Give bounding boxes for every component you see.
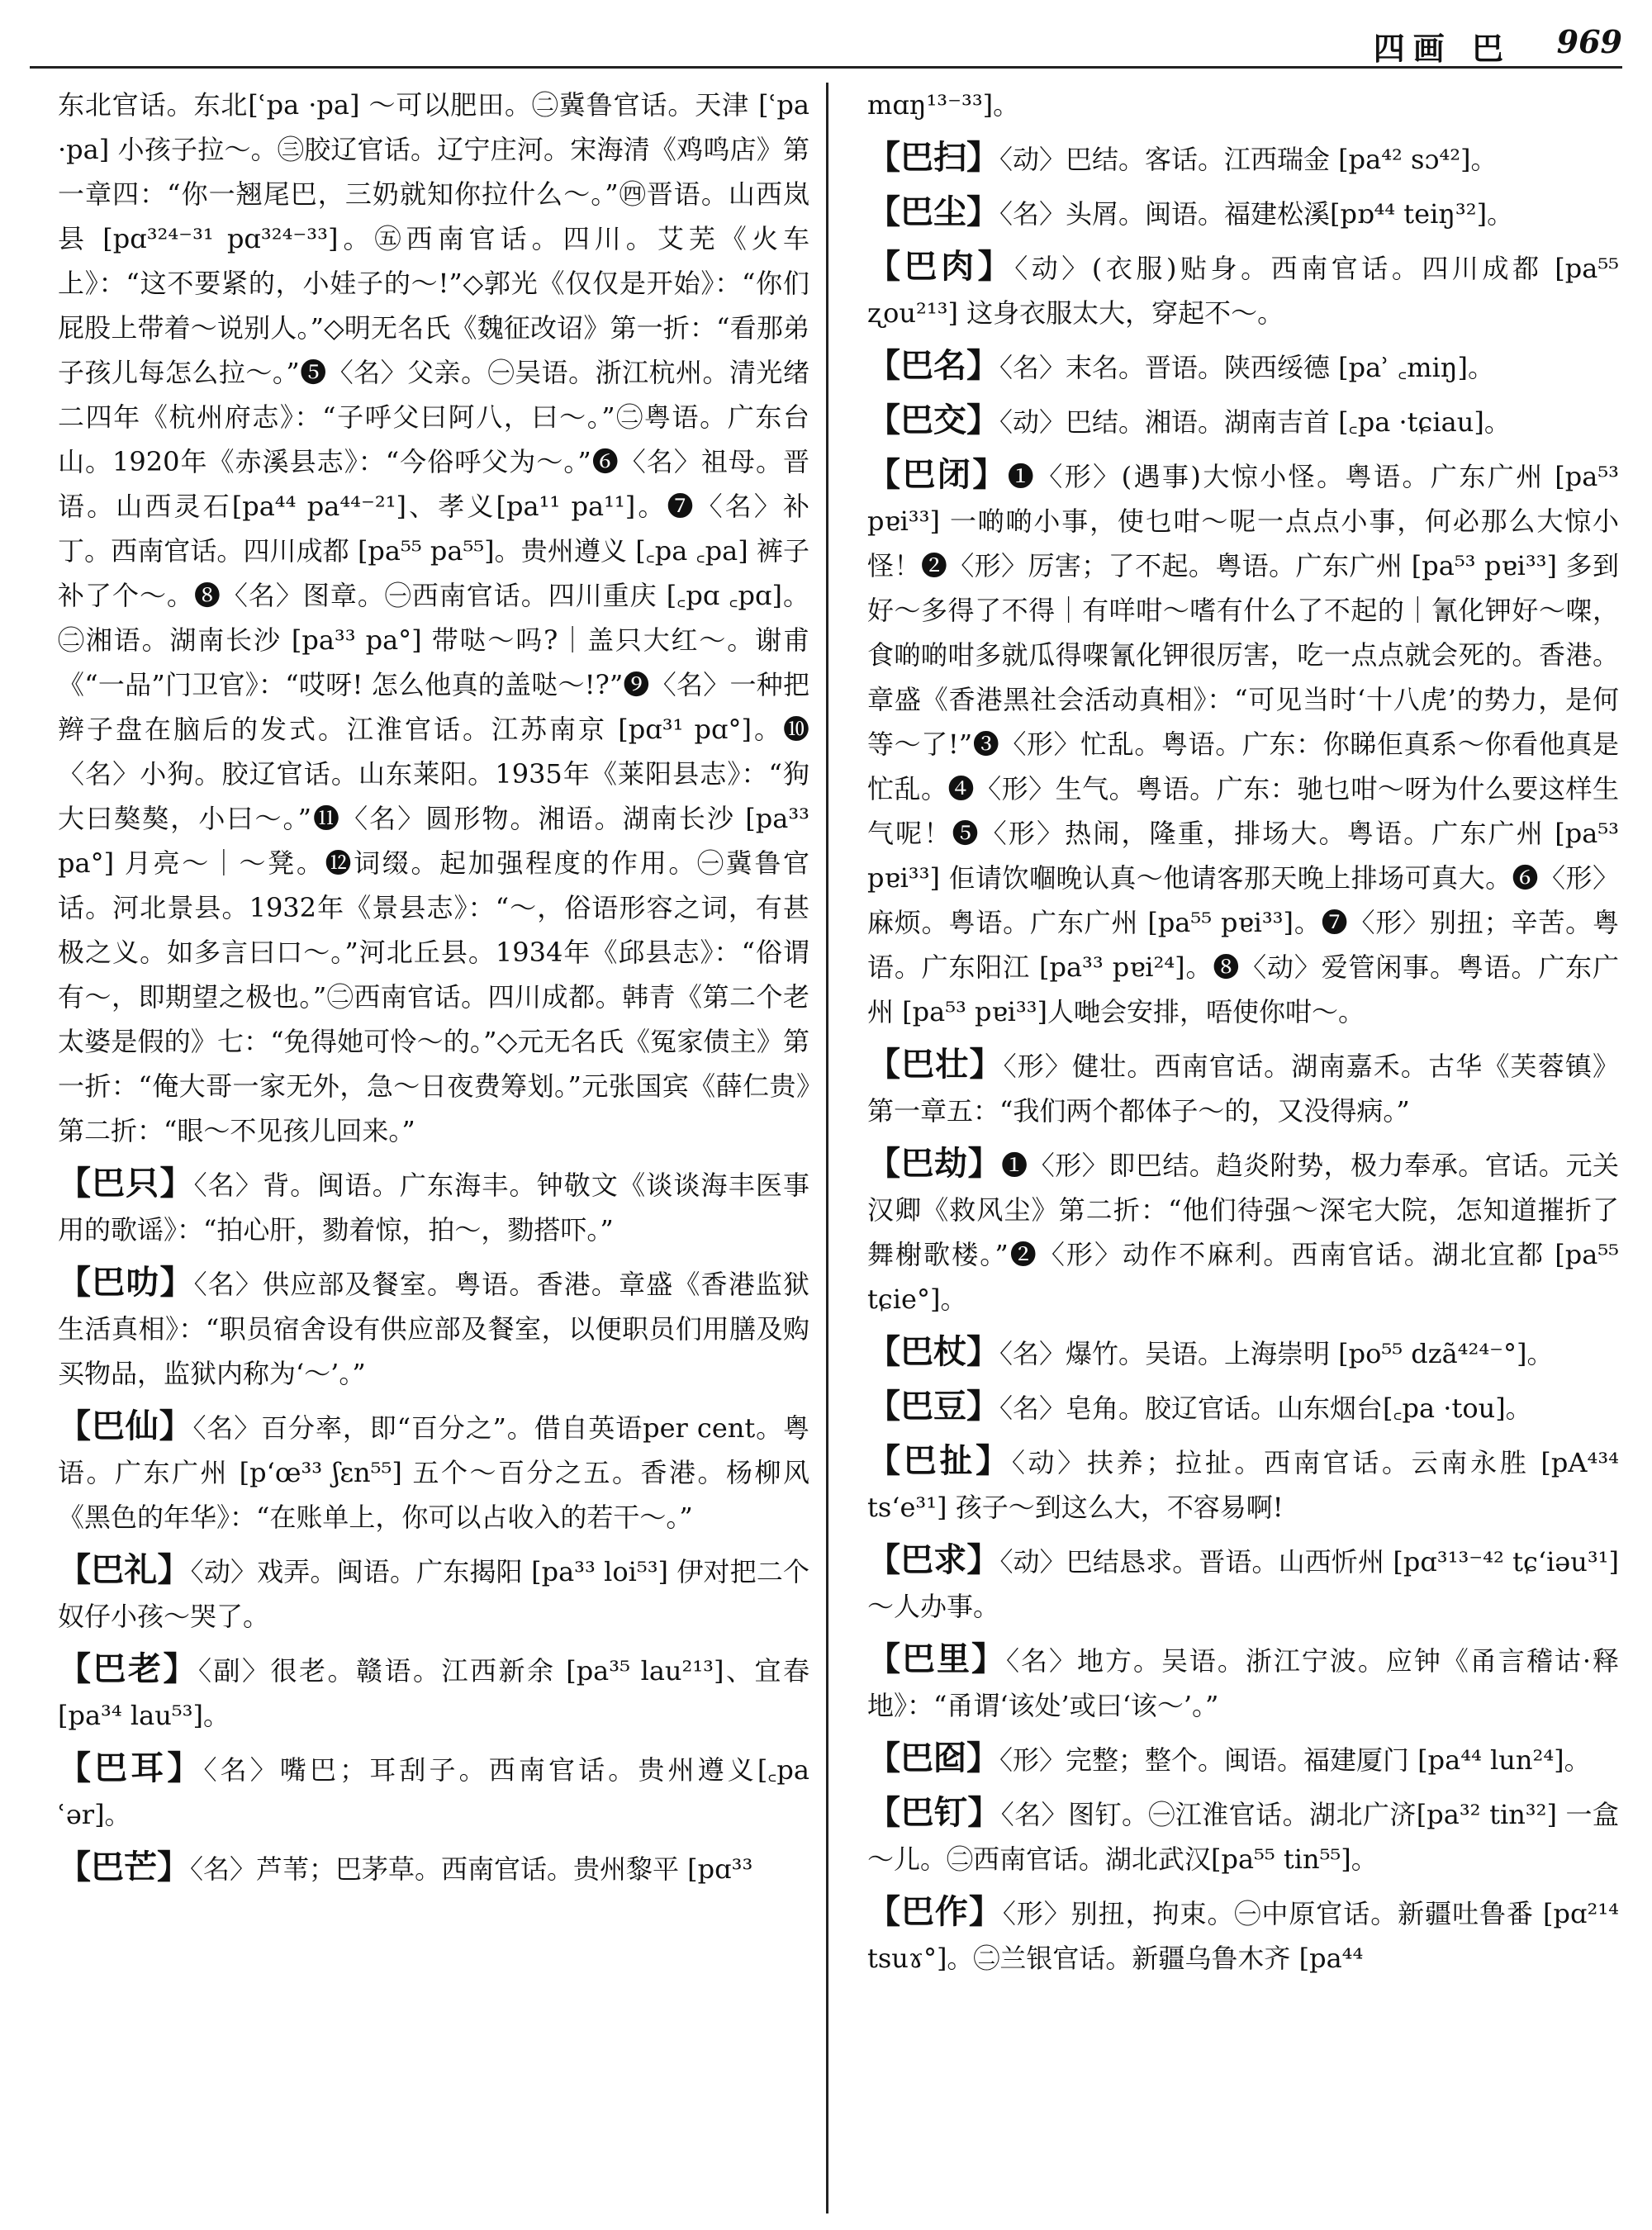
entry-headword: 【巴壮】	[867, 1046, 1004, 1084]
entry-definition: 〈形〉别扭，拘束。㊀中原官话。新疆吐鲁番 [pɑ²¹⁴ tsuɤ°]。㊁兰银官话。新疆乌鲁木齐 [pa⁴⁴	[867, 1898, 1619, 1974]
entry-baming	[867, 344, 1619, 390]
entry-headword: 【巴求】	[867, 1541, 1000, 1579]
entry-balao	[58, 1647, 809, 1738]
entry-definition: 〈动〉巴结。客话。江西瑞金 [pa⁴² sɔ⁴²]。	[999, 144, 1498, 175]
entry-definition: 〈名〉末名。晋语。陕西绥德 [paʾ ꜀miŋ]。	[999, 352, 1494, 383]
entry-headword: 【巴闭】	[867, 456, 1008, 494]
entry-definition: ❶〈形〉(遇事)大惊小怪。粤语。广东广州 [pa⁵³ pɐi³³] 一啲啲小事，使乜咁～呢一点点小事，何必那么大惊小怪！❷〈形〉厉害；了不起。粤语。广东广州 [pa⁵³ pɐi³³] 多到好～多得了不得｜有咩咁～嗜有什么了不起的｜氰化钾好～㗎，食啲啲咁多就瓜得㗎氰化钾很厉害，吃一点点就会死的。香港。章盛《香港黑社会活动真相》：“可见当时‘十八虎’的势力，是何等～了!”❸〈形〉忙乱。粤语。广东：你睇佢真系～你看他真是忙乱。❹〈形〉生气。粤语。广东：驰乜咁～呀为什么要这样生气呢！❺〈形〉热闹，隆重，排场大。粤语。广东广州 [pa⁵³ pɐi³³] 佢请饮嗰晚认真～他请客那天晚上排场可真大。❻〈形〉麻烦。粤语。广东广州 [pa⁵⁵ pɐi³³]。❼〈形〉别扭；辛苦。粤语。广东阳江 [pa³³ pɐi²⁴]。❽〈动〉爱管闲事。粤语。广东广州 [pa⁵³ pɐi³³]人哋会安排，唔使你咁～。	[867, 461, 1619, 1027]
entry-definition: 〈动〉巴结。湘语。湖南吉首 [꜀pa ·tɕiau]。	[999, 406, 1511, 438]
entry-bazhuang	[867, 1042, 1619, 1133]
entry-headword: 【巴杖】	[867, 1333, 999, 1371]
entry-headword: 【巴扯】	[867, 1442, 1012, 1480]
entry-headword: 【巴老】	[58, 1650, 199, 1688]
entry-definition: 〈名〉芦苇；巴茅草。西南官话。贵州黎平 [pɑ³³	[190, 1853, 753, 1885]
entry-headword: 【巴肉】	[867, 248, 1015, 286]
entry-headword: 【巴礼】	[58, 1551, 191, 1589]
entry-definition: 〈名〉地方。吴语。浙江宁波。应钟《甬言稽诂·释地》：“甬谓‘该处’或曰‘该～’。”	[867, 1645, 1619, 1721]
entry-babi	[867, 453, 1619, 1034]
entry-headword: 【巴仙】	[58, 1407, 193, 1445]
entry-bazhang	[867, 1330, 1619, 1376]
entry-basao	[867, 135, 1619, 182]
entry-definition: 〈动〉扶养；拉扯。西南官话。云南永胜 [pA⁴³⁴ tsʻe³¹] 孩子～到这么大，不容易啊!	[867, 1447, 1619, 1523]
entry-headword: 【巴作】	[867, 1893, 1003, 1931]
entry-definition: 〈形〉完整；整个。闽语。福建厦门 [pa⁴⁴ lun²⁴]。	[999, 1744, 1591, 1776]
entry-badou	[867, 1384, 1619, 1431]
page-header	[0, 18, 1652, 68]
entry-bali-place	[867, 1637, 1619, 1728]
entry-headword: 【巴豆】	[867, 1388, 999, 1426]
right-continuation-text: mɑŋ¹³⁻³³]。	[867, 89, 1020, 121]
entry-bajie	[867, 1141, 1619, 1321]
column-divider	[826, 83, 828, 2213]
page-number: 969	[1556, 23, 1622, 60]
entry-headword: 【巴扫】	[867, 139, 999, 177]
entry-definition: 〈名〉百分率，即“百分之”。借自英语per cent。粤语。广东广州 [pʻœ³³ ʃɛn⁵⁵] 五个～百分之五。香港。杨柳风《黑色的年华》：“在账单上，你可以占收入的若干～。”	[58, 1412, 809, 1533]
entry-baer	[58, 1746, 809, 1837]
entry-headword: 【巴劫】	[867, 1145, 1002, 1183]
entry-bali	[58, 1548, 809, 1639]
entry-headword: 【巴芒】	[58, 1848, 190, 1886]
entry-bamang	[58, 1845, 809, 1891]
entry-headword: 【巴名】	[867, 347, 999, 385]
entry-definition: 〈动〉戏弄。闽语。广东揭阳 [pa³³ loi⁵³] 伊对把二个奴仔小孩～哭了。	[58, 1556, 809, 1632]
entry-definition: 〈名〉头屑。闽语。福建松溪[pɒ⁴⁴ teiŋ³²]。	[999, 198, 1514, 230]
left-continuation-text: 东北官话。东北[ʿpa ·pa] ～可以肥田。㊁冀鲁官话。天津 [ʿpa ·pa] 小孩子拉～。㊂胶辽官话。辽宁庄河。宋海清《鸡鸣店》第一章四：“你一翘尾巴，三奶就知你拉什么～。”㊃晋语。山西岚县 [pɑ³²⁴⁻³¹ pɑ³²⁴⁻³³]。㊄西南官话。四川。艾芜《火车上》：“这不要紧的，小娃子的～!”◇郭光《仅仅是开始》：“你们屁股上带着～说别人。”◇明无名氏《魏征改诏》第一折：“看那弟子孩儿每怎么拉～。”❺〈名〉父亲。㊀吴语。浙江杭州。清光绪二四年《杭州府志》：“子呼父曰阿八，曰～。”㊁粤语。广东台山。1920年《赤溪县志》：“今俗呼父为～。”❻〈名〉祖母。晋语。山西灵石[pa⁴⁴ pa⁴⁴⁻²¹]、孝义[pa¹¹ pa¹¹]。❼〈名〉补丁。西南官话。四川成都 [pa⁵⁵ pa⁵⁵]。贵州遵义 [꜀pa ꜀pa] 裤子补了个～。❽〈名〉图章。㊀西南官话。四川重庆 [꜀pɑ ꜀pɑ]。㊁湘语。湖南长沙 [pa³³ pa°] 带哒～吗?｜盖只大红～。谢甫《“一品”门卫官》：“哎呀! 怎么他真的盖哒～!?”❾〈名〉一种把辫子盘在脑后的发式。江淮官话。江苏南京 [pɑ³¹ pɑ°]。❿〈名〉小狗。胶辽官话。山东莱阳。1935年《莱阳县志》：“狗大曰獒獒，小曰～。”⓫〈名〉圆形物。湘语。湖南长沙 [pa³³ pa°] 月亮～｜～凳。⓬词缀。起加强程度的作用。㊀冀鲁官话。河北景县。1932年《景县志》：“～，俗语形容之词，有甚极之义。如多言曰口～。”河北丘县。1934年《邱县志》：“俗谓有～，即期望之极也。”㊁西南官话。四川成都。韩青《第二个老太婆是假的》七：“免得她可怜～的。”◇元无名氏《冤家债主》第一折：“俺大哥一家无外，急～日夜费筹划。”元张国宾《薛仁贵》第二折：“眼～不见孩儿回来。”	[58, 89, 809, 1146]
entry-baxian	[58, 1404, 809, 1540]
entry-bading	[867, 1791, 1619, 1881]
right-column	[867, 83, 1619, 2213]
entry-headword: 【巴钉】	[867, 1794, 1001, 1832]
entry-definition: 〈名〉供应部及餐室。粤语。香港。章盛《香港监狱生活真相》：“职员宿舍设有供应部及餐室，以便职员们用膳及购买物品，监狱内称为‘～’。”	[58, 1269, 809, 1389]
entry-bazhi	[58, 1161, 809, 1252]
entry-definition: 〈动〉(衣服)贴身。西南官话。四川成都 [pa⁵⁵ ʐou²¹³] 这身衣服太大，穿起不～。	[867, 253, 1619, 329]
entry-bale	[58, 1260, 809, 1396]
entry-headword: 【巴尘】	[867, 193, 999, 231]
entry-headword: 【巴囵】	[867, 1739, 999, 1777]
entry-bazuo	[867, 1890, 1619, 1981]
entry-baqiu	[867, 1538, 1619, 1629]
entry-headword: 【巴叻】	[58, 1264, 194, 1302]
entry-balun	[867, 1736, 1619, 1782]
entry-definition: 〈名〉嘴巴；耳刮子。西南官话。贵州遵义[꜀pa ʿər]。	[58, 1754, 809, 1830]
entry-bache	[867, 1439, 1619, 1530]
left-column	[58, 83, 809, 2213]
entry-headword: 【巴交】	[867, 401, 999, 439]
entry-headword: 【巴耳】	[58, 1749, 204, 1787]
entry-bajiao	[867, 398, 1619, 444]
entry-headword: 【巴只】	[58, 1165, 194, 1203]
entry-headword: 【巴里】	[867, 1640, 1006, 1678]
entry-definition: 〈形〉健壮。西南官话。湖南嘉禾。古华《芙蓉镇》第一章五：“我们两个都体子～的，又没得病。”	[867, 1051, 1619, 1127]
entry-definition: 〈名〉背。闽语。广东海丰。钟敬文《谈谈海丰医事用的歌谣》：“拍心肝，勠着惊，拍～，勠搭吓。”	[58, 1170, 809, 1245]
entry-definition: ❶〈形〉即巴结。趋炎附势，极力奉承。官话。元关汉卿《救风尘》第二折：“他们待强～深宅大院，怎知道摧折了舞榭歌楼。”❷〈形〉动作不麻利。西南官话。湖北宜都 [pa⁵⁵ tɕie°]。	[867, 1150, 1619, 1315]
entry-definition: 〈副〉很老。赣语。江西新余 [pa³⁵ lau²¹³]、宜春 [pa³⁴ lau⁵³]。	[58, 1655, 809, 1731]
entry-definition: 〈名〉爆竹。吴语。上海崇明 [po⁵⁵ dzã⁴²⁴⁻°]。	[999, 1338, 1554, 1369]
entry-barou	[867, 244, 1619, 335]
entry-definition: 〈名〉皂角。胶辽官话。山东烟台[꜀pa ·tou]。	[999, 1393, 1532, 1424]
entry-bachen	[867, 190, 1619, 236]
header-rule	[30, 66, 1622, 69]
entry-definition: 〈动〉巴结恳求。晋语。山西忻州 [pɑ³¹³⁻⁴² tɕʻiəu³¹] ～人办事。	[867, 1546, 1619, 1622]
entry-definition: 〈名〉图钉。㊀江淮官话。湖北广济[pa³² tin³²] 一盒～儿。㊁西南官话。湖北武汉[pa⁵⁵ tin⁵⁵]。	[867, 1799, 1619, 1875]
header-section: 四画 巴	[1373, 30, 1512, 67]
